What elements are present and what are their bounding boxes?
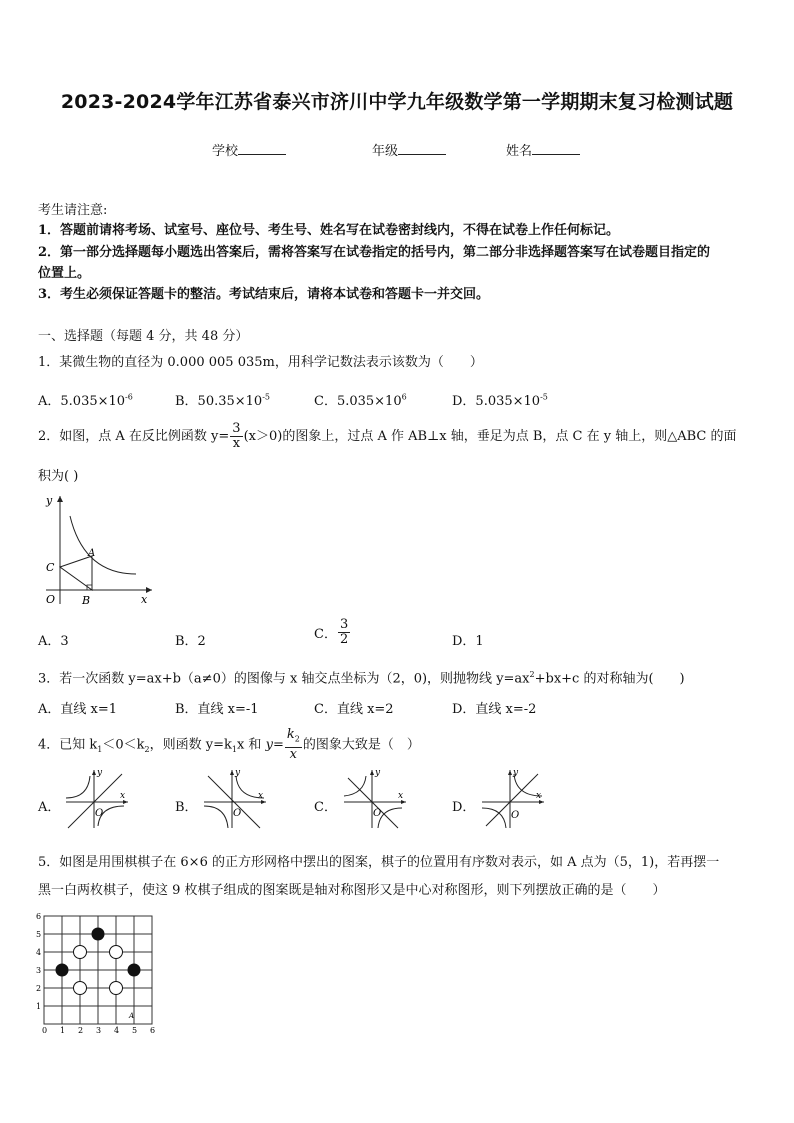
q5-point-a-label: A — [129, 1012, 135, 1020]
q3-option-a[interactable]: A．直线 x=1 — [38, 702, 118, 717]
q5-x-label: 0 — [42, 1026, 48, 1035]
q4-b-o: O — [233, 808, 242, 819]
grade-label: 年级 — [372, 144, 399, 159]
q4-graph-d — [478, 766, 550, 830]
notice-item: 3．考生必须保证答题卡的整洁。考试结束后，请将本试卷和答题卡一并交回。 — [38, 287, 490, 302]
white-stone — [110, 946, 123, 959]
q5-y-label: 5 — [36, 930, 42, 939]
q1-option-c[interactable]: C．$5.035\times 10^6$ — [314, 392, 407, 409]
notice-item: 位置上。 — [38, 266, 91, 281]
q4-d-x: x — [536, 791, 542, 801]
q5-x-label: 5 — [132, 1026, 138, 1035]
q2-stem: 2．如图，点 A 在反比例函数 y= $\frac{3}{x}$ (x＞0)的图象上，过点 A 作 AB⊥x 轴，垂足为点 B，点 C 在 y 轴上，则△ABC 的面 — [38, 421, 737, 451]
q4-d-y: y — [513, 768, 519, 778]
q4-stem: 4．已知 $k_1<0<k_2$，则函数 $y=k_1x$ 和 y= $\frac{k_2}{x}$ 的图象大致是（ ） — [38, 727, 420, 762]
q3-option-b[interactable]: B．直线 x=-1 — [175, 702, 259, 717]
q4-a-x: x — [120, 791, 126, 801]
q2-fraction: $\frac{3}{x}$ — [232, 421, 241, 451]
q4-graph-a — [62, 766, 134, 830]
school-label: 学校 — [212, 144, 239, 159]
q1-option-d[interactable]: D．$5.035\times 10^{-5}$ — [452, 392, 548, 409]
q5-x-label: 1 — [60, 1026, 66, 1035]
q4-option-d[interactable]: D． — [452, 800, 476, 815]
q5-stem-line2: 黑一白两枚棋子，使这 9 枚棋子组成的图案既是轴对称图形又是中心对称图形，则下列摆放正确的是（ ） — [38, 883, 666, 898]
q2-label-b: B — [82, 594, 91, 607]
notice-item: 1．答题前请将考场、试室号、座位号、考生号、姓名写在试卷密封线内，不得在试卷上作任何标记。 — [38, 223, 620, 238]
q1-option-a[interactable]: A．$5.035\times 10^{-6}$ — [38, 392, 133, 409]
q1-stem: 1．某微生物的直径为 0.000 005 035m，用科学记数法表示该数为（ ） — [38, 355, 483, 370]
q2-label-y: y — [46, 494, 53, 507]
q4-c-o: O — [373, 808, 382, 819]
q3-option-c[interactable]: C．直线 x=2 — [314, 702, 394, 717]
q5-y-label: 6 — [36, 912, 42, 921]
q4-a-o: O — [95, 808, 104, 819]
q2-label-c: C — [46, 561, 55, 574]
section-heading: 一、选择题（每题 4 分，共 48 分） — [38, 329, 249, 344]
q4-option-a[interactable]: A． — [38, 800, 61, 815]
q2-label-x: x — [141, 593, 148, 606]
white-stone — [74, 982, 87, 995]
q2-stem-line2: 积为( ) — [38, 469, 79, 484]
white-stone — [74, 946, 87, 959]
q5-x-label: 3 — [96, 1026, 102, 1035]
q5-y-label: 2 — [36, 984, 42, 993]
q5-x-label: 6 — [150, 1026, 156, 1035]
q3-option-d[interactable]: D．直线 x=-2 — [452, 702, 537, 717]
q4-option-c[interactable]: C． — [314, 800, 337, 815]
black-stone — [92, 928, 105, 941]
q1-option-b[interactable]: B．$50.35\times 10^{-5}$ — [175, 392, 271, 409]
page-title: 2023-2024学年江苏省泰兴市济川中学九年级数学第一学期期末复习检测试题 — [60, 91, 734, 113]
q5-y-label: 1 — [36, 1002, 42, 1011]
q4-c-y: y — [375, 768, 381, 778]
q2-option-d[interactable]: D．1 — [452, 634, 484, 649]
q4-b-y: y — [235, 768, 241, 778]
name-field[interactable] — [506, 140, 580, 159]
q5-x-label: 4 — [114, 1026, 120, 1035]
black-stone — [128, 964, 141, 977]
q4-a-y: y — [97, 768, 103, 778]
q4-option-b[interactable]: B． — [175, 800, 198, 815]
q2-figure — [36, 490, 161, 610]
white-stone — [110, 982, 123, 995]
q5-y-label: 3 — [36, 966, 42, 975]
school-blank[interactable] — [238, 142, 286, 155]
grade-blank[interactable] — [398, 142, 446, 155]
q3-stem: 3．若一次函数 y=ax+b（a≠0）的图像与 x 轴交点坐标为（2，0)，则抛物线 $y=ax^2+bx+c$ 的对称轴为( ) — [38, 670, 685, 687]
q4-c-x: x — [398, 791, 404, 801]
notice-item: 2．第一部分选择题每小题选出答案后，需将答案写在试卷指定的括号内，第二部分非选择题答案写在试卷题目指定的 — [38, 245, 711, 260]
q4-b-x: x — [258, 791, 264, 801]
q5-go-board — [34, 906, 164, 1036]
q2-curve — [70, 516, 136, 574]
notice-heading: 考生请注意: — [38, 203, 108, 218]
name-blank[interactable] — [532, 142, 580, 155]
q4-d-o: O — [511, 810, 520, 821]
q4-graph-b — [200, 766, 272, 830]
name-label: 姓名 — [506, 144, 533, 159]
q5-stem-line1: 5．如图是用围棋棋子在 6×6 的正方形网格中摆出的图案，棋子的位置用有序数对表示，如 A 点为（5，1)，若再摆一 — [38, 855, 720, 870]
q4-graph-c — [340, 766, 412, 830]
school-field[interactable] — [212, 140, 286, 159]
q2-option-a[interactable]: A．3 — [38, 634, 69, 649]
black-stone — [56, 964, 69, 977]
q2-option-b[interactable]: B．2 — [175, 634, 206, 649]
q2-label-o: O — [46, 593, 56, 606]
q2-option-c[interactable]: C． $\frac{3}{2}$ — [314, 617, 349, 647]
q5-x-label: 2 — [78, 1026, 84, 1035]
grade-field[interactable] — [372, 140, 446, 159]
q2-label-a: A — [88, 548, 96, 559]
q5-y-label: 4 — [36, 948, 42, 957]
